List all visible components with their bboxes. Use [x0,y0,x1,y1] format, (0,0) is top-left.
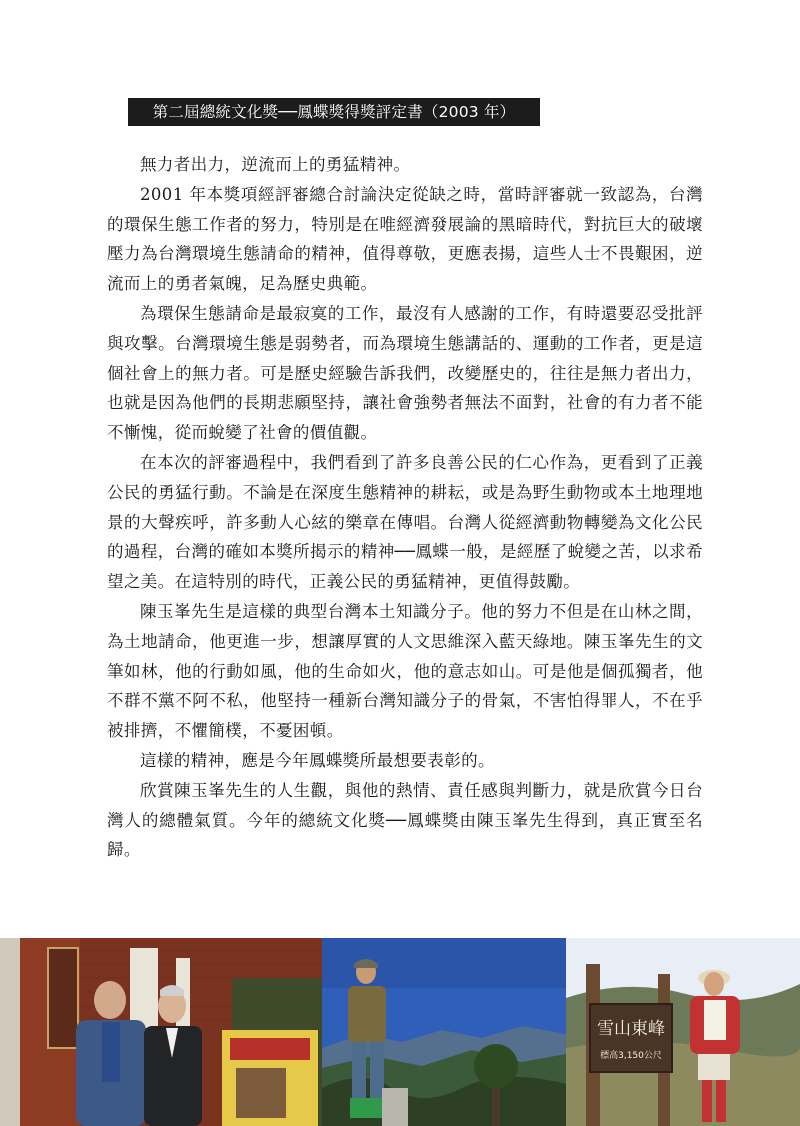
paragraph-7: 欣賞陳玉峯先生的人生觀，與他的熱情、責任感與判斷力，就是欣賞今日台灣人的總體氣質。今年的總統文化獎──鳳蝶獎由陳玉峯先生得到，真正實至名歸。 [107,780,703,860]
photo-brick-building [0,938,322,1126]
paragraph-1: 無力者出力，逆流而上的勇猛精神。 [140,155,411,174]
photo-summit-sign [566,938,800,1126]
photo-mountain [322,938,566,1126]
paragraph-5: 陳玉峯先生是這樣的典型台灣本土知識分子。他的努力不但是在山林之間，為土地請命，他更進一步，想讓厚實的人文思維深入藍天綠地。陳玉峯先生的文筆如林，他的行動如風，他的生命如火，他的意志如山。可是他是個孤獨者，他不群不黨不阿不私，他堅持一種新台灣知識分子的骨氣，不害怕得罪人，不在乎被排擠，不懼簡樸，不憂困頓。 [107,601,703,741]
sign-subtitle: 標高3,150公尺 [600,1051,662,1061]
paragraph-3: 為環保生態請命是最寂寞的工作，最沒有人感謝的工作，有時還要忍受批評與攻擊。台灣環境生態是弱勢者，而為環境生態講話的、運動的工作者，更是這個社會上的無力者。可是歷史經驗告訴我們，改變歷史的，往往是無力者出力，也就是因為他們的長期悲願堅持，讓社會強勢者無法不面對，社會的有力者不能不慚愧，從而蛻變了社會的價值觀。 [107,303,703,443]
photo-strip [0,938,800,1126]
paragraph-4: 在本次的評審過程中，我們看到了許多良善公民的仁心作為，更看到了正義公民的勇猛行動。不論是在深度生態精神的耕耘，或是為野生動物或本土地理地景的大聲疾呼，許多動人心絃的樂章在傳唱。台灣人從經濟動物轉變為文化公民的過程，台灣的確如本獎所揭示的精神──鳳蝶一般，是經歷了蛻變之苦，以求希望之美。在這特別的時代，正義公民的勇猛精神，更值得鼓勵。 [107,452,703,592]
body-text [107,150,703,865]
paragraph-6: 這樣的精神，應是今年鳳蝶獎所最想要表彰的。 [140,750,495,770]
sign-title: 雪山東峰 [597,1019,665,1039]
page-title: 第二屆總統文化獎──鳳蝶獎得獎評定書（2003 年） [128,98,540,126]
paragraph-2: 2001 年本獎項經評審總合討論決定從缺之時，當時評審就一致認為，台灣的環保生態工作者的努力，特別是在唯經濟發展論的黑暗時代，對抗巨大的破壞壓力為台灣環境生態請命的精神，值得尊敬，更應表揚，這些人士不畏艱困，逆流而上的勇者氣魄，足為歷史典範。 [107,184,703,294]
